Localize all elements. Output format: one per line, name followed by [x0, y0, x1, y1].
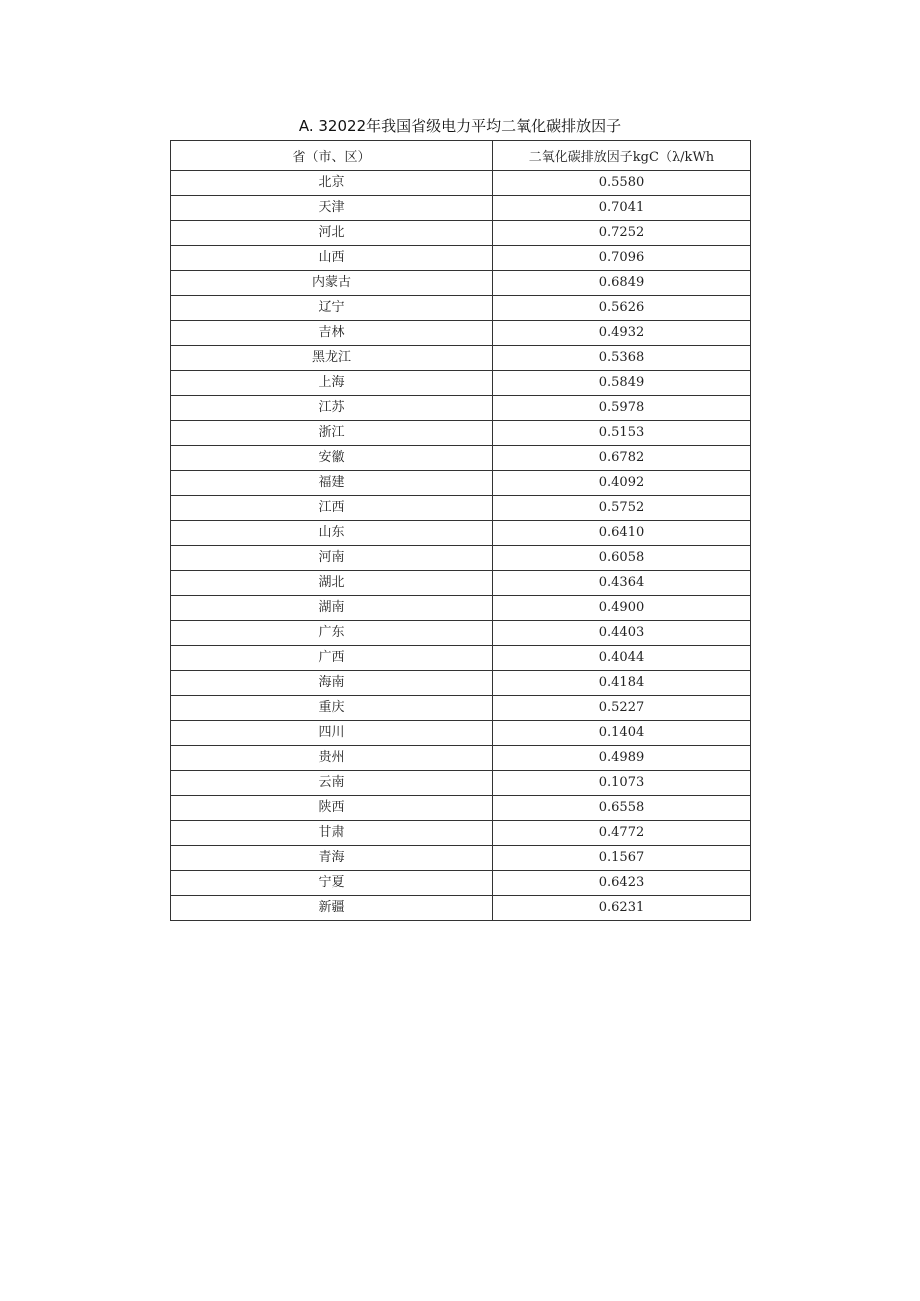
value-cell: 0.1404 [493, 721, 751, 746]
column-header-province: 省（市、区） [171, 141, 493, 171]
province-cell: 安徽 [171, 446, 493, 471]
province-cell: 浙江 [171, 421, 493, 446]
value-cell: 0.5227 [493, 696, 751, 721]
value-cell: 0.6849 [493, 271, 751, 296]
table-row [171, 771, 751, 796]
emission-factor-table [170, 140, 751, 921]
value-cell: 0.5849 [493, 371, 751, 396]
value-cell: 0.4989 [493, 746, 751, 771]
header-row [171, 141, 751, 171]
province-cell: 黑龙江 [171, 346, 493, 371]
value-cell: 0.4772 [493, 821, 751, 846]
province-cell: 辽宁 [171, 296, 493, 321]
province-cell: 甘肃 [171, 821, 493, 846]
table-row [171, 571, 751, 596]
province-cell: 湖北 [171, 571, 493, 596]
value-cell: 0.5626 [493, 296, 751, 321]
value-cell: 0.5978 [493, 396, 751, 421]
table-row [171, 371, 751, 396]
value-cell: 0.7252 [493, 221, 751, 246]
value-cell: 0.7041 [493, 196, 751, 221]
province-cell: 贵州 [171, 746, 493, 771]
table-row [171, 346, 751, 371]
province-cell: 福建 [171, 471, 493, 496]
province-cell: 吉林 [171, 321, 493, 346]
province-cell: 海南 [171, 671, 493, 696]
value-cell: 0.6558 [493, 796, 751, 821]
table-row [171, 621, 751, 646]
province-cell: 内蒙古 [171, 271, 493, 296]
value-cell: 0.6782 [493, 446, 751, 471]
table-row [171, 796, 751, 821]
value-cell: 0.4364 [493, 571, 751, 596]
province-cell: 河南 [171, 546, 493, 571]
province-cell: 新疆 [171, 896, 493, 921]
province-cell: 宁夏 [171, 871, 493, 896]
table-row [171, 646, 751, 671]
province-cell: 河北 [171, 221, 493, 246]
table-row [171, 421, 751, 446]
value-cell: 0.4184 [493, 671, 751, 696]
page-title: A. 32022年我国省级电力平均二氧化碳排放因子 [298, 117, 622, 135]
table-row [171, 271, 751, 296]
value-cell: 0.6423 [493, 871, 751, 896]
table-row [171, 846, 751, 871]
province-cell: 江苏 [171, 396, 493, 421]
value-cell: 0.4932 [493, 321, 751, 346]
province-cell: 山东 [171, 521, 493, 546]
value-cell: 0.6410 [493, 521, 751, 546]
value-cell: 0.5153 [493, 421, 751, 446]
value-cell: 0.6231 [493, 896, 751, 921]
table-row [171, 446, 751, 471]
province-cell: 山西 [171, 246, 493, 271]
table-row [171, 471, 751, 496]
value-cell: 0.7096 [493, 246, 751, 271]
table-row [171, 321, 751, 346]
table-row [171, 696, 751, 721]
table-row [171, 196, 751, 221]
table-row [171, 396, 751, 421]
table-row [171, 246, 751, 271]
table-row [171, 896, 751, 921]
value-cell: 0.6058 [493, 546, 751, 571]
value-cell: 0.5368 [493, 346, 751, 371]
table-row [171, 521, 751, 546]
province-cell: 云南 [171, 771, 493, 796]
province-cell: 重庆 [171, 696, 493, 721]
table-row [171, 871, 751, 896]
province-cell: 广东 [171, 621, 493, 646]
table-row [171, 721, 751, 746]
value-cell: 0.4092 [493, 471, 751, 496]
province-cell: 上海 [171, 371, 493, 396]
table-row [171, 296, 751, 321]
value-cell: 0.1073 [493, 771, 751, 796]
value-cell: 0.5580 [493, 171, 751, 196]
table-row [171, 496, 751, 521]
table-row [171, 671, 751, 696]
province-cell: 四川 [171, 721, 493, 746]
table-row [171, 221, 751, 246]
province-cell: 天津 [171, 196, 493, 221]
table-row [171, 546, 751, 571]
table-header [171, 141, 751, 171]
table-row [171, 746, 751, 771]
province-cell: 江西 [171, 496, 493, 521]
value-cell: 0.4044 [493, 646, 751, 671]
province-cell: 陕西 [171, 796, 493, 821]
table-row [171, 821, 751, 846]
table-body [171, 171, 751, 921]
table-row [171, 171, 751, 196]
value-cell: 0.5752 [493, 496, 751, 521]
value-cell: 0.1567 [493, 846, 751, 871]
province-cell: 青海 [171, 846, 493, 871]
value-cell: 0.4403 [493, 621, 751, 646]
column-header-emission-factor: 二氧化碳排放因子kgC（λ/kWh [493, 141, 751, 171]
province-cell: 广西 [171, 646, 493, 671]
table-row [171, 596, 751, 621]
province-cell: 北京 [171, 171, 493, 196]
province-cell: 湖南 [171, 596, 493, 621]
value-cell: 0.4900 [493, 596, 751, 621]
